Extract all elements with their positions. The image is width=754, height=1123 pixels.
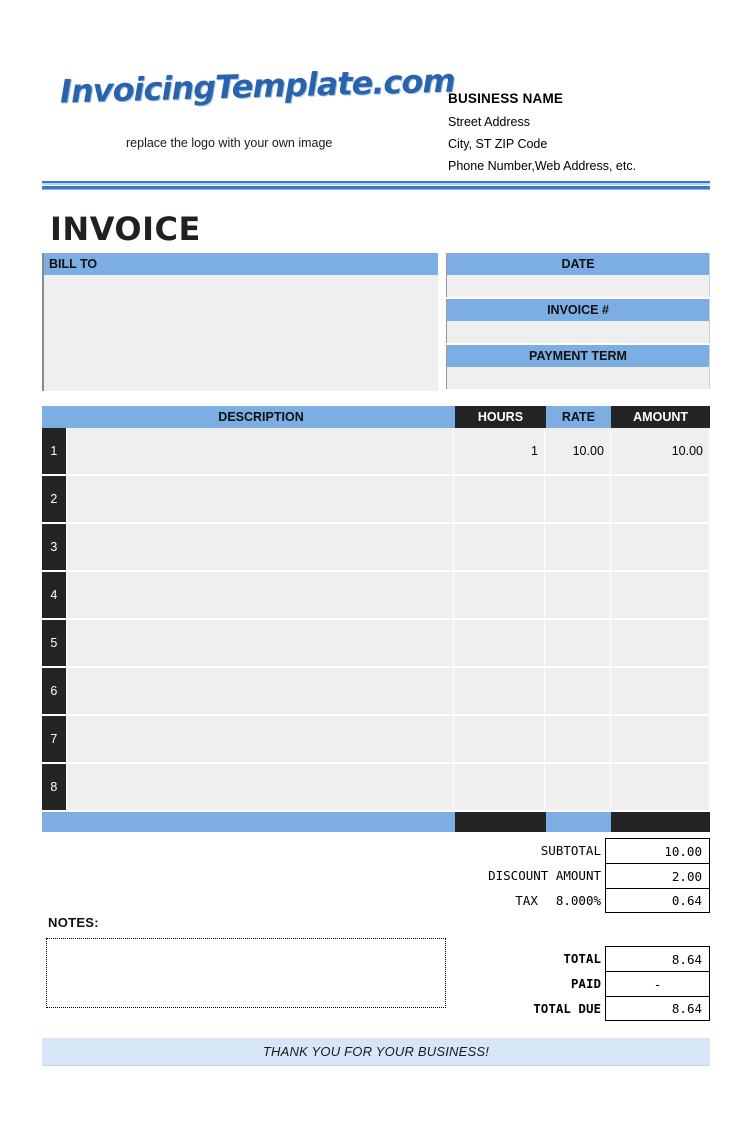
column-header-number <box>42 406 67 428</box>
total-value: 8.64 <box>605 946 710 971</box>
paid-value[interactable]: - <box>605 971 710 996</box>
line-item-number: 1 <box>42 428 67 476</box>
discount-value[interactable]: 2.00 <box>605 863 710 888</box>
line-item-rate[interactable] <box>545 572 611 620</box>
line-item-hours[interactable] <box>454 668 545 716</box>
footer-band-rate <box>546 812 612 832</box>
table-row <box>42 476 710 524</box>
line-item-hours[interactable] <box>454 620 545 668</box>
table-body <box>42 428 710 812</box>
total-due-value: 8.64 <box>605 996 710 1021</box>
invoice-meta-block <box>446 253 710 389</box>
line-item-amount[interactable] <box>611 572 710 620</box>
line-item-description[interactable] <box>67 620 455 668</box>
table-row <box>42 620 710 668</box>
line-item-description[interactable] <box>67 476 455 524</box>
business-street: Street Address <box>448 115 530 129</box>
footer-band-number <box>42 812 67 832</box>
line-item-number: 8 <box>42 764 67 812</box>
tax-rate[interactable]: 8.000% <box>555 893 601 908</box>
line-item-amount[interactable] <box>611 764 710 812</box>
date-field[interactable] <box>446 275 710 297</box>
table-header-row <box>42 406 710 428</box>
line-item-number: 4 <box>42 572 67 620</box>
payment-term-label: PAYMENT TERM <box>446 345 710 367</box>
footer-band-amount <box>611 812 710 832</box>
line-item-rate[interactable] <box>545 524 611 572</box>
table-row <box>42 764 710 812</box>
line-item-number: 5 <box>42 620 67 668</box>
line-item-hours[interactable]: 1 <box>454 428 545 476</box>
table-row <box>42 428 710 476</box>
footer-band <box>42 1038 710 1066</box>
tax-row <box>398 888 710 913</box>
line-item-amount[interactable] <box>611 620 710 668</box>
column-header-amount: AMOUNT <box>611 406 710 428</box>
business-name: BUSINESS NAME <box>448 91 564 106</box>
notes-label: NOTES: <box>48 915 99 930</box>
footer-band-hours <box>455 812 545 832</box>
notes-field[interactable] <box>46 938 446 1008</box>
subtotal-value: 10.00 <box>605 838 710 863</box>
tax-label: TAX <box>515 893 538 908</box>
line-item-amount[interactable]: 10.00 <box>611 428 710 476</box>
table-row <box>42 668 710 716</box>
date-label: DATE <box>446 253 710 275</box>
invoice-number-label: INVOICE # <box>446 299 710 321</box>
line-item-hours[interactable] <box>454 524 545 572</box>
logo-block <box>42 61 456 150</box>
line-item-hours[interactable] <box>454 716 545 764</box>
table-row <box>42 716 710 764</box>
table-footer-band <box>42 812 710 832</box>
line-item-rate[interactable] <box>545 764 611 812</box>
table-row <box>42 524 710 572</box>
logo-caption: replace the logo with your own image <box>126 136 333 150</box>
discount-row <box>398 863 710 888</box>
totals-group-upper <box>398 838 710 913</box>
tax-label-group <box>398 888 605 913</box>
total-due-label: TOTAL DUE <box>533 1001 601 1016</box>
line-item-amount[interactable] <box>611 476 710 524</box>
line-item-hours[interactable] <box>454 764 545 812</box>
line-item-amount[interactable] <box>611 668 710 716</box>
table-row <box>42 572 710 620</box>
line-item-hours[interactable] <box>454 572 545 620</box>
business-city-state-zip: City, ST ZIP Code <box>448 137 548 151</box>
line-item-description[interactable] <box>67 764 455 812</box>
tax-value: 0.64 <box>605 888 710 913</box>
line-item-number: 6 <box>42 668 67 716</box>
line-item-amount[interactable] <box>611 716 710 764</box>
bill-to-block <box>42 253 438 391</box>
discount-label: DISCOUNT AMOUNT <box>488 868 601 883</box>
header-divider <box>42 181 710 190</box>
business-contact: Phone Number,Web Address, etc. <box>448 159 637 173</box>
total-label: TOTAL <box>563 951 601 966</box>
line-item-number: 7 <box>42 716 67 764</box>
paid-label: PAID <box>570 976 601 991</box>
line-item-rate[interactable] <box>545 620 611 668</box>
line-items-table <box>42 406 710 832</box>
line-item-number: 2 <box>42 476 67 524</box>
subtotal-row <box>398 838 710 863</box>
bill-to-header: BILL TO <box>44 253 438 275</box>
footer-band-description <box>67 812 456 832</box>
line-item-description[interactable] <box>67 716 455 764</box>
invoice-number-field[interactable] <box>446 321 710 343</box>
payment-term-field[interactable] <box>446 367 710 389</box>
logo-text: InvoicingTemplate.com <box>59 61 456 111</box>
line-item-rate[interactable] <box>545 476 611 524</box>
column-header-hours: HOURS <box>455 406 545 428</box>
bill-to-field[interactable] <box>44 275 438 391</box>
line-item-description[interactable] <box>67 428 455 476</box>
line-item-amount[interactable] <box>611 524 710 572</box>
column-header-description: DESCRIPTION <box>67 406 456 428</box>
column-header-rate: RATE <box>546 406 612 428</box>
page-title: INVOICE <box>50 210 201 248</box>
page-header <box>42 61 710 178</box>
line-item-description[interactable] <box>67 524 455 572</box>
line-item-hours[interactable] <box>454 476 545 524</box>
line-item-rate[interactable]: 10.00 <box>545 428 611 476</box>
business-info <box>448 91 718 181</box>
line-item-rate[interactable] <box>545 668 611 716</box>
subtotal-label: SUBTOTAL <box>540 843 601 858</box>
footer-text: THANK YOU FOR YOUR BUSINESS! <box>262 1044 490 1059</box>
line-item-description[interactable] <box>67 572 455 620</box>
line-item-description[interactable] <box>67 668 455 716</box>
line-item-rate[interactable] <box>545 716 611 764</box>
line-item-number: 3 <box>42 524 67 572</box>
